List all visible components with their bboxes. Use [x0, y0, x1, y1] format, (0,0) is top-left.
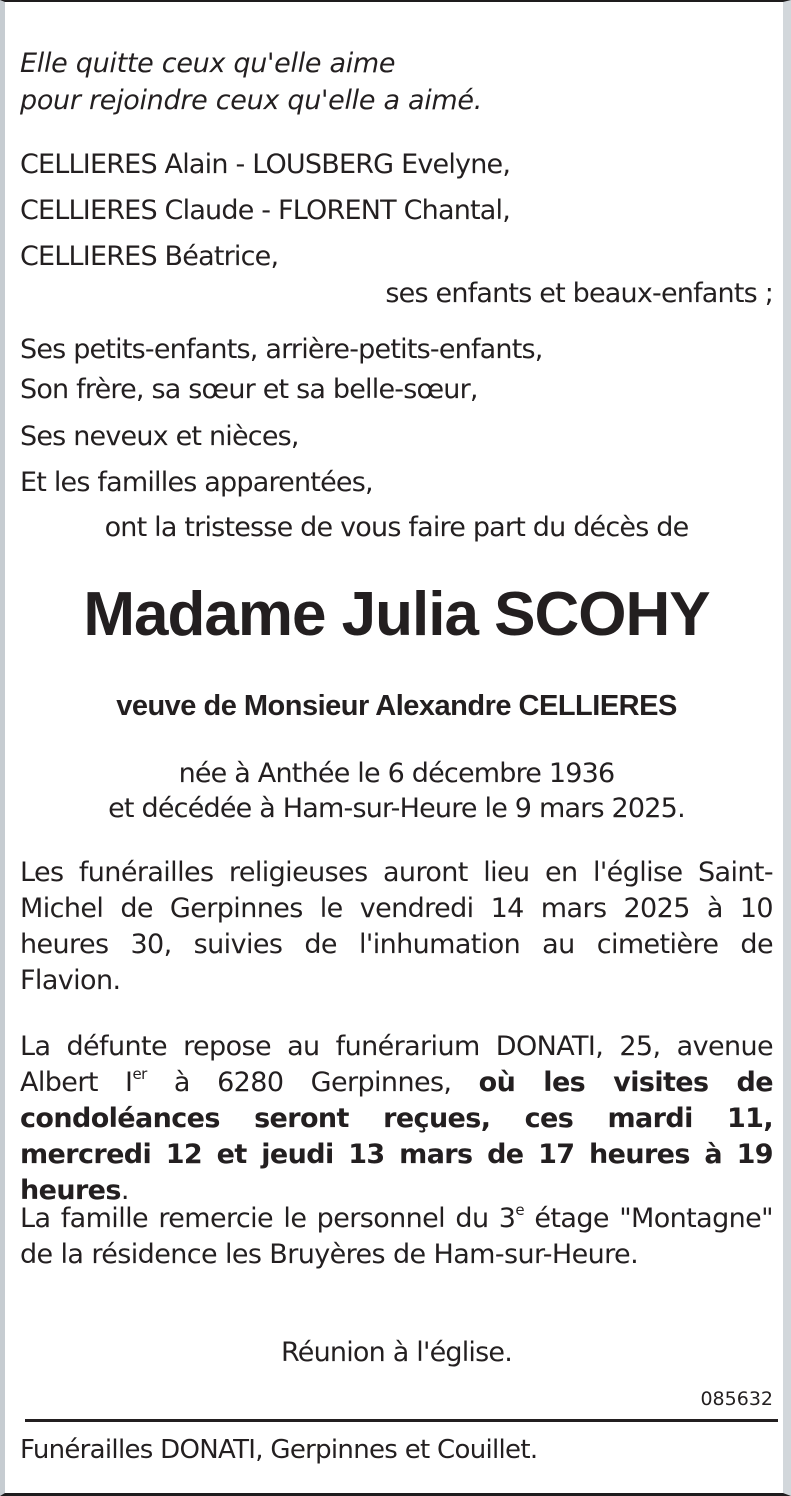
announcement: ont la tristesse de vous faire part du décès de — [104, 512, 689, 543]
thanks-text-2: étage "Montagne" de la résidence les Bruyères de Ham-sur-Heure. — [20, 1203, 773, 1270]
relatives-line-2: Son frère, sa sœur et sa belle-sœur, — [20, 374, 478, 405]
footer-divider — [25, 1419, 778, 1422]
relatives-line-3: Ses neveux et nièces, — [20, 421, 299, 452]
relatives-line-1: Ses petits-enfants, arrière-petits-enfants, — [20, 334, 543, 365]
relatives-line-4: Et les familles apparentées, — [20, 467, 373, 498]
epigraph-line-1: Elle quitte ceux qu'elle aime — [20, 48, 396, 79]
funeral-paragraph: Les funérailles religieuses auront lieu en l'église Saint-Michel de Gerpinnes le vendredi 14 mars 2025 à 10 heures 30, suivies de l'inhumation au cimetière de Flavion. — [20, 857, 773, 996]
children-line-1: CELLIERES Alain - LOUSBERG Evelyne, — [20, 149, 511, 180]
deceased-name: Madame Julia SCOHY — [83, 580, 710, 649]
viewing-end: . — [120, 1175, 129, 1206]
funeral-home-footer: Funérailles DONATI, Gerpinnes et Couillet. — [20, 1435, 538, 1465]
children-relation: ses enfants et beaux-enfants ; — [385, 278, 773, 309]
viewing-superscript: er — [132, 1065, 147, 1083]
viewing-hours: où les visites de condoléances seront reçues, ces mardi 11, mercredi 12 et jeudi 13 mars de 17 heures à 19 heures — [20, 1067, 773, 1206]
meeting-place: Réunion à l'église. — [281, 1337, 512, 1368]
thanks-paragraph — [20, 1201, 773, 1273]
reference-number: 085632 — [700, 1388, 773, 1410]
thanks-text-1: La famille remercie le personnel du 3 — [20, 1203, 516, 1234]
birth-info: née à Anthée le 6 décembre 1936 — [178, 758, 615, 789]
children-line-3: CELLIERES Béatrice, — [20, 241, 279, 272]
viewing-text-2: à 6280 Gerpinnes, — [146, 1067, 479, 1098]
widow-of: veuve de Monsieur Alexandre CELLIERES — [116, 690, 677, 722]
viewing-paragraph — [20, 1029, 773, 1209]
viewing-text-1: La défunte repose au funérarium DONATI, 25, avenue Albert I — [20, 1031, 773, 1098]
epigraph-line-2: pour rejoindre ceux qu'elle a aimé. — [20, 85, 483, 116]
children-line-2: CELLIERES Claude - FLORENT Chantal, — [20, 195, 511, 226]
death-info: et décédée à Ham-sur-Heure le 9 mars 2025. — [108, 793, 685, 824]
thanks-superscript: e — [515, 1201, 525, 1219]
